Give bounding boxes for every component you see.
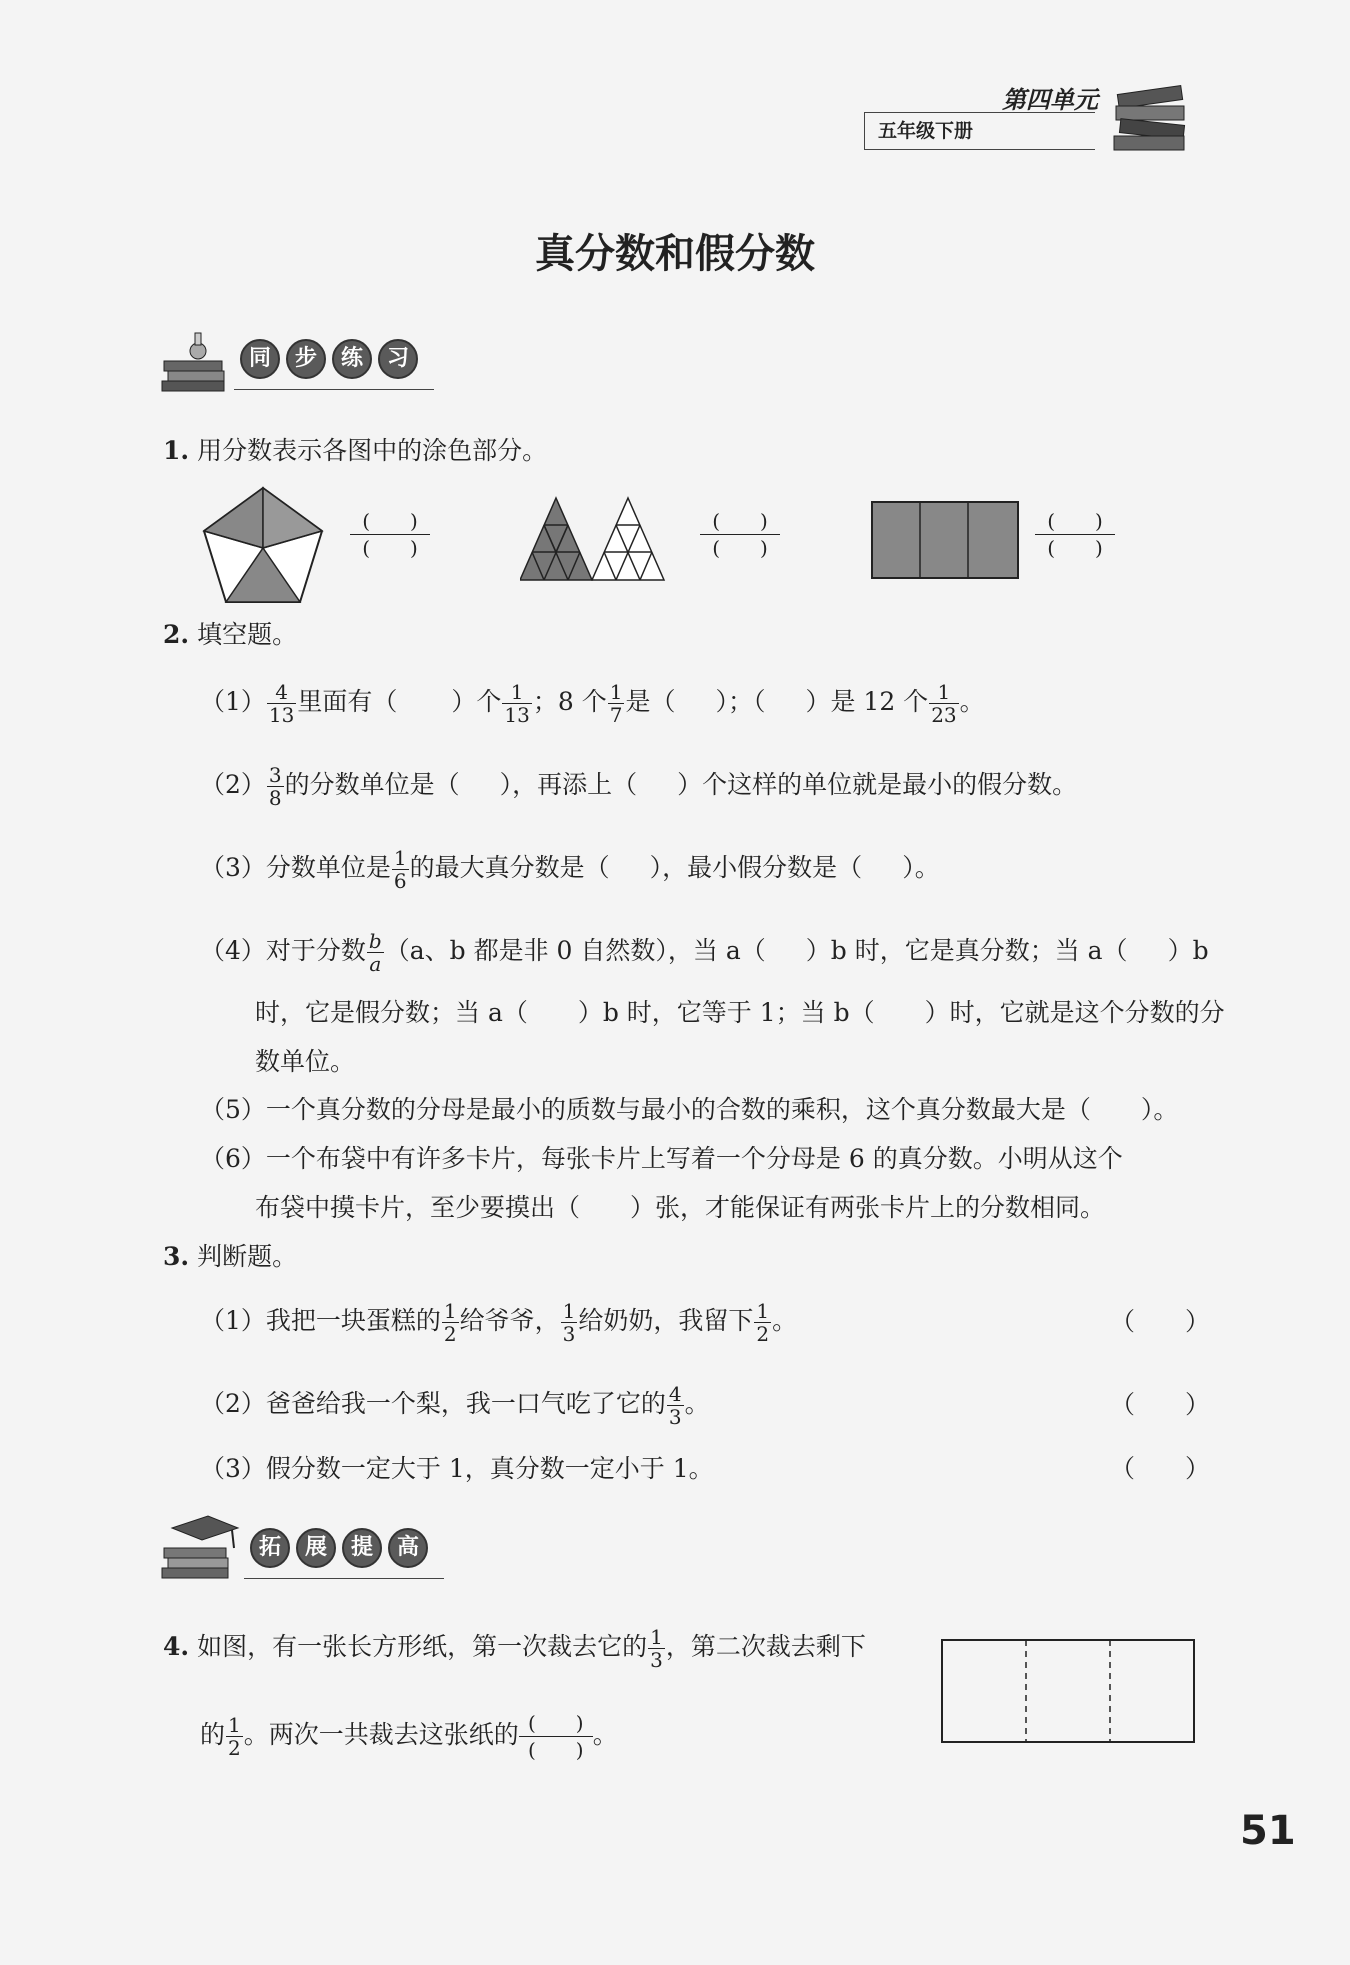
- answer-numerator[interactable]: ( ): [350, 508, 430, 535]
- question-text: 判断题。: [197, 1242, 298, 1271]
- answer-numerator[interactable]: ( ): [700, 508, 780, 535]
- q2-part-6-line2: 布袋中摸卡片，至少要摸出（ ）张，才能保证有两张卡片上的分数相同。: [255, 1193, 1106, 1222]
- q2-part-3: （3）分数单位是 $\frac{1}{6}$ 的最大真分数是（ ），最小假分数是（ ）。: [200, 846, 940, 893]
- question-4: 4. 如图，有一张长方形纸，第一次裁去它的 $\frac{1}{3}$ ，第二次裁去剩下: [163, 1625, 866, 1672]
- q2-part-4: （4）对于分数 $\frac{b}{a}$ （a、b 都是非 0 自然数），当 a（ ）b 时，它是真分数；当 a（ ）b: [200, 929, 1209, 976]
- section-underline: [244, 1578, 444, 1579]
- header-badge: [862, 78, 1192, 158]
- paper-rectangle-figure: [940, 1638, 1196, 1744]
- fraction: $\frac{b}{a}$: [368, 929, 382, 976]
- triangles-figure: [520, 494, 676, 584]
- fraction: $\frac{1}{23}$: [931, 680, 957, 727]
- question-number: 2.: [163, 620, 190, 649]
- fraction: $\frac{3}{8}$: [268, 763, 282, 810]
- question-text: 用分数表示各图中的涂色部分。: [197, 436, 548, 465]
- judge-answer-3[interactable]: （ ）: [1110, 1454, 1211, 1483]
- section-extension: [160, 1510, 450, 1590]
- book-stack-icon: [1112, 78, 1194, 158]
- answer-denominator[interactable]: ( ): [362, 536, 418, 560]
- answer-fraction-4[interactable]: ( ) ( ): [519, 1710, 593, 1763]
- unit-label: 第四单元: [1002, 86, 1098, 114]
- fraction: $\frac{1}{2}$: [228, 1713, 241, 1760]
- question-1: [163, 434, 547, 468]
- q2-part-5: （5）一个真分数的分母是最小的质数与最小的合数的乘积，这个真分数最大是（ ）。: [200, 1095, 1179, 1124]
- question-text: 填空题。: [197, 620, 298, 649]
- question-number: 3.: [163, 1242, 190, 1271]
- q2-part-6: （6）一个布袋中有许多卡片，每张卡片上写着一个分母是 6 的真分数。小明从这个: [200, 1144, 1123, 1173]
- pentagon-figure: [200, 485, 326, 605]
- judge-answer-1[interactable]: （ ）: [1110, 1307, 1211, 1336]
- fraction: $\frac{1}{2}$: [443, 1299, 457, 1346]
- q2-part-1: （1） $\frac{4}{13}$ 里面有（ ）个 $\frac{1}{13}$ ；8 个 $\frac{1}{7}$ 是（ ）；（ ）是 12 个 $\frac{1}{23}$ 。: [200, 680, 985, 727]
- fraction: $\frac{1}{7}$: [609, 680, 623, 727]
- section-char: 同: [240, 339, 280, 379]
- section-char: 高: [388, 1528, 428, 1568]
- answer-denominator[interactable]: ( ): [1047, 536, 1103, 560]
- q2-part-4-line2: 时，它是假分数；当 a（ ）b 时，它等于 1；当 b（ ）时，它就是这个分数的分: [255, 998, 1225, 1027]
- fraction: $\frac{1}{6}$: [393, 846, 407, 893]
- fraction: $\frac{1}{13}$: [504, 680, 530, 727]
- answer-fraction-3[interactable]: [1035, 508, 1115, 561]
- section-underline: [234, 389, 434, 390]
- section-char: 练: [332, 339, 372, 379]
- section-char: 拓: [250, 1528, 290, 1568]
- q2-part-4-line3: 数单位。: [255, 1047, 356, 1076]
- q3-part-2: （2）爸爸给我一个梨，我一口气吃了它的 $\frac{4}{3}$ 。: [200, 1382, 710, 1429]
- question-number: 1.: [163, 436, 190, 465]
- answer-numerator[interactable]: ( ): [1035, 508, 1115, 535]
- question-3: [163, 1240, 297, 1274]
- answer-denominator[interactable]: ( ): [712, 536, 768, 560]
- q2-part-2: （2） $\frac{3}{8}$ 的分数单位是（ ），再添上（ ）个这样的单位就是最小的假分数。: [200, 763, 1078, 810]
- question-number: 4.: [163, 1632, 190, 1661]
- answer-fraction-2[interactable]: [700, 508, 780, 561]
- section-char: 展: [296, 1528, 336, 1568]
- q3-part-1: （1）我把一块蛋糕的 $\frac{1}{2}$ 给爷爷， $\frac{1}{3}$ 给奶奶，我留下 $\frac{1}{2}$ 。: [200, 1299, 798, 1346]
- question-4-line2: 的 $\frac{1}{2}$ 。两次一共裁去这张纸的 ( ) ( ) 。: [200, 1711, 618, 1762]
- fraction: $\frac{1}{3}$: [650, 1625, 663, 1672]
- page-number: 51: [1240, 1808, 1296, 1854]
- fraction: $\frac{1}{3}$: [562, 1299, 576, 1346]
- books-lamp-icon: [160, 325, 232, 397]
- section-sync-practice: [160, 325, 440, 397]
- fraction: $\frac{4}{3}$: [668, 1382, 682, 1429]
- grade-label: 五年级下册: [878, 120, 974, 142]
- judge-answer-2[interactable]: （ ）: [1110, 1390, 1211, 1419]
- section-title: [250, 1528, 428, 1568]
- fraction: $\frac{1}{2}$: [756, 1299, 770, 1346]
- rectangle-figure: [870, 500, 1020, 580]
- section-char: 提: [342, 1528, 382, 1568]
- graduation-books-icon: [160, 1514, 240, 1588]
- fraction: $\frac{4}{13}$: [268, 680, 295, 727]
- page-title: 真分数和假分数: [535, 230, 815, 277]
- answer-fraction-1[interactable]: [350, 508, 430, 561]
- section-title: [240, 339, 418, 379]
- section-char: 习: [378, 339, 418, 379]
- q3-part-3: （3）假分数一定大于 1，真分数一定小于 1。: [200, 1454, 714, 1483]
- question-2: [163, 618, 297, 652]
- section-char: 步: [286, 339, 326, 379]
